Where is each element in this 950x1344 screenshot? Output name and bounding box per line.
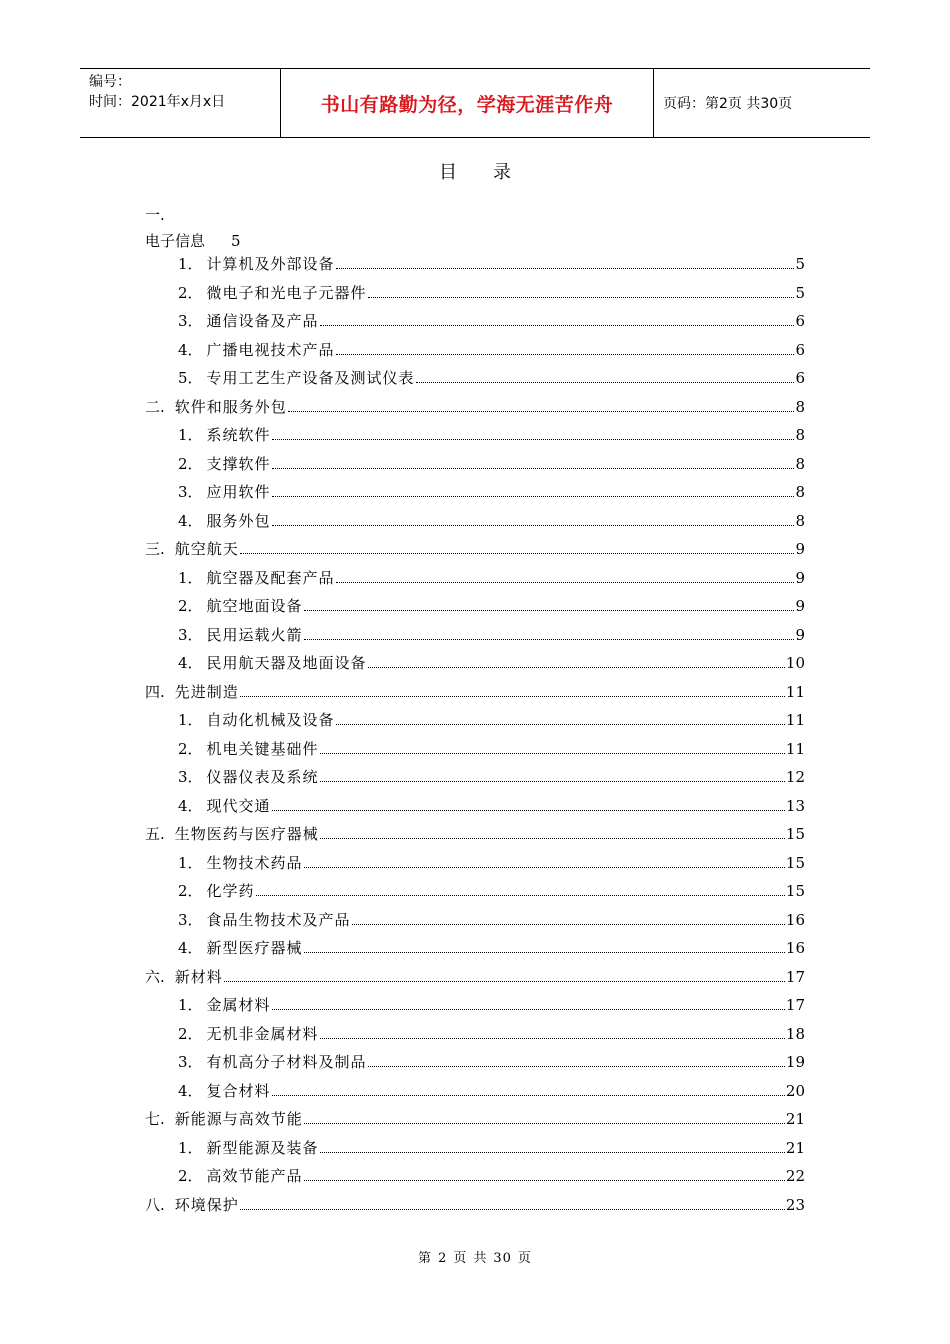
toc-entry[interactable] — [178, 737, 805, 759]
toc-leader-dots — [272, 438, 795, 440]
toc-entry-page: 10 — [785, 654, 805, 672]
toc-entry-number: 1． — [178, 853, 203, 872]
toc-leader-dots — [272, 524, 795, 526]
toc-leader-dots — [416, 381, 795, 383]
toc-entry-number: 3． — [178, 483, 203, 501]
toc-entry-text: 专用工艺生产设备及测试仪表 — [206, 369, 415, 387]
toc-entry-page: 11 — [785, 739, 805, 758]
toc-entry[interactable] — [178, 252, 805, 274]
toc-entry-number: 2． — [178, 882, 203, 900]
toc-entry[interactable] — [145, 395, 805, 417]
toc-section-one-page: 5 — [231, 232, 241, 250]
toc-entry[interactable] — [178, 480, 805, 502]
page-footer — [0, 1247, 950, 1266]
toc-entry[interactable] — [145, 1193, 805, 1215]
toc-entry-page: 21 — [785, 1138, 805, 1157]
toc-entry-text: 通信设备及产品 — [206, 312, 319, 330]
toc-leader-dots — [304, 951, 785, 953]
toc-entry-text: 金属材料 — [206, 996, 271, 1014]
toc-entry[interactable] — [178, 566, 805, 588]
toc-entry[interactable] — [145, 1107, 805, 1129]
toc-entry[interactable] — [178, 765, 805, 787]
toc-leader-dots — [320, 324, 795, 326]
toc-entry-page: 5 — [795, 283, 805, 302]
toc-entry-page: 17 — [785, 996, 805, 1014]
toc-entry-text: 支撑软件 — [206, 454, 271, 473]
toc-entry[interactable] — [178, 794, 805, 816]
toc-leader-dots — [320, 752, 785, 754]
toc-entry-page: 9 — [795, 597, 805, 615]
toc-entry-page: 6 — [795, 340, 805, 359]
toc-entry[interactable] — [178, 281, 805, 303]
toc-entry-page: 13 — [785, 796, 805, 815]
toc-entry-page: 15 — [785, 825, 805, 843]
toc-leader-dots — [320, 1151, 785, 1153]
toc-entry-number: 六. — [145, 967, 165, 986]
toc-entry[interactable] — [178, 594, 805, 616]
toc-leader-dots — [336, 581, 795, 583]
toc-leader-dots — [272, 1008, 785, 1010]
toc-leader-dots — [304, 866, 785, 868]
toc-entry-number: 1． — [178, 711, 203, 729]
toc-entry[interactable] — [178, 623, 805, 645]
toc-entry-number: 2． — [178, 739, 203, 758]
toc-entry[interactable] — [178, 309, 805, 331]
toc-entry-text: 高效节能产品 — [206, 1167, 303, 1185]
toc-entry-text: 食品生物技术及产品 — [206, 910, 351, 929]
toc-entry-text: 新型医疗器械 — [206, 939, 303, 957]
toc-entry-text: 广播电视技术产品 — [206, 340, 335, 359]
toc-leader-dots — [336, 353, 795, 355]
toc-entry-number: 1． — [178, 568, 203, 587]
toc-entry-page: 15 — [785, 853, 805, 872]
toc-entry-page: 18 — [785, 1024, 805, 1043]
toc-entry-text: 新能源与高效节能 — [174, 1110, 303, 1128]
toc-entry-number: 2． — [178, 1167, 203, 1185]
toc-entry-page: 8 — [795, 454, 805, 473]
toc-entry[interactable] — [178, 936, 805, 958]
toc-entry[interactable] — [178, 366, 805, 388]
toc-entry-number: 2． — [178, 283, 203, 302]
serial-number-label: 编号： — [89, 74, 131, 90]
toc-leader-dots — [304, 638, 795, 640]
toc-leader-dots — [336, 723, 785, 725]
toc-entry[interactable] — [178, 338, 805, 360]
toc-entry-text: 计算机及外部设备 — [206, 255, 335, 273]
footer-total-pages: 30 — [493, 1251, 512, 1266]
toc-entry-page: 8 — [795, 426, 805, 444]
toc-leader-dots — [320, 1037, 785, 1039]
toc-entry-text: 软件和服务外包 — [174, 397, 287, 416]
toc-entry[interactable] — [178, 851, 805, 873]
toc-entry-page: 16 — [785, 910, 805, 929]
header-info-cell — [80, 69, 281, 137]
toc-entry-text: 仪器仪表及系统 — [206, 768, 319, 786]
toc-entry-number: 1． — [178, 255, 203, 273]
toc-entry-number: 二. — [145, 397, 165, 416]
toc-entry-page: 12 — [785, 768, 805, 786]
toc-entry-page: 22 — [785, 1167, 805, 1185]
toc-entry-number: 2． — [178, 597, 203, 615]
toc-entry-page: 11 — [785, 711, 805, 729]
toc-entry-text: 复合材料 — [206, 1081, 271, 1100]
toc-entry-page: 17 — [785, 967, 805, 986]
toc-entry-text: 民用航天器及地面设备 — [206, 654, 367, 672]
toc-entry-page: 9 — [795, 625, 805, 644]
toc-entry[interactable] — [178, 423, 805, 445]
toc-entry[interactable] — [178, 1022, 805, 1044]
toc-leader-dots — [320, 780, 785, 782]
toc-entry-number: 3． — [178, 312, 203, 330]
toc-entry-page: 5 — [795, 255, 805, 273]
toc-entry-text: 新型能源及装备 — [206, 1138, 319, 1157]
footer-ye: 页 — [453, 1251, 468, 1266]
toc-entry-text: 新材料 — [174, 967, 223, 986]
toc-entry-text: 有机高分子材料及制品 — [206, 1053, 367, 1071]
toc-entry-number: 七. — [145, 1110, 165, 1128]
toc-entry-text: 民用运载火箭 — [206, 625, 303, 644]
toc-entry-text: 现代交通 — [206, 796, 271, 815]
header-page-label: 页码：第2页 共30页 — [663, 96, 793, 112]
toc-leader-dots — [304, 609, 795, 611]
toc-entry-page: 20 — [785, 1081, 805, 1100]
toc-entry-page: 8 — [795, 511, 805, 530]
toc-entry-text: 机电关键基础件 — [206, 739, 319, 758]
toc-entry-number: 5． — [178, 369, 203, 387]
toc-entry-text: 环境保护 — [174, 1195, 239, 1214]
toc-leader-dots — [240, 1208, 785, 1210]
toc-leader-dots — [352, 923, 785, 925]
toc-entry[interactable] — [145, 822, 805, 844]
toc-leader-dots — [224, 980, 785, 982]
toc-entry-text: 航空航天 — [174, 540, 239, 558]
toc-leader-dots — [272, 1094, 785, 1096]
toc-section-one-number: 一. — [145, 206, 165, 224]
toc-entry-page: 9 — [795, 540, 805, 558]
toc-entry[interactable] — [145, 537, 805, 559]
toc-entry-number: 4． — [178, 340, 203, 359]
toc-entry-text: 先进制造 — [174, 682, 239, 701]
footer-di: 第 — [418, 1251, 433, 1266]
toc-entry[interactable] — [178, 879, 805, 901]
toc-entry-text: 服务外包 — [206, 511, 271, 530]
toc-leader-dots — [304, 1179, 785, 1181]
toc-entry-text: 微电子和光电子元器件 — [206, 283, 367, 302]
toc-entry-number: 八. — [145, 1195, 165, 1214]
toc-leader-dots — [368, 296, 795, 298]
footer-page-number: 2 — [438, 1251, 448, 1266]
toc-entry[interactable] — [178, 452, 805, 474]
toc-entry[interactable] — [178, 509, 805, 531]
time-label: 时间：2021年x月x日 — [89, 94, 226, 110]
toc-entry-number: 3． — [178, 1053, 203, 1071]
toc-section-one — [145, 230, 241, 251]
toc-leader-dots — [368, 1065, 785, 1067]
toc-entry[interactable] — [178, 1079, 805, 1101]
toc-entry-page: 23 — [785, 1195, 805, 1214]
toc-entry-text: 系统软件 — [206, 426, 271, 444]
toc-entry-number: 1． — [178, 996, 203, 1014]
toc-leader-dots — [272, 495, 795, 497]
toc-entry[interactable] — [178, 651, 805, 673]
toc-entry-number: 五. — [145, 825, 165, 843]
toc-entry-text: 自动化机械及设备 — [206, 711, 335, 729]
toc-entry[interactable] — [145, 680, 805, 702]
toc-entry-text: 应用软件 — [206, 483, 271, 501]
toc-entry[interactable] — [145, 965, 805, 987]
toc-entry-number: 四. — [145, 682, 165, 701]
toc-leader-dots — [336, 267, 795, 269]
toc-entry-number: 2． — [178, 1024, 203, 1043]
toc-entry-number: 3． — [178, 910, 203, 929]
toc-section-one-text: 电子信息 — [145, 232, 206, 250]
toc-entry-number: 3． — [178, 768, 203, 786]
toc-entry-number: 1． — [178, 426, 203, 444]
toc-entry[interactable] — [178, 993, 805, 1015]
toc-entry[interactable] — [178, 708, 805, 730]
toc-leader-dots — [256, 894, 785, 896]
toc-entry-number: 2． — [178, 454, 203, 473]
toc-entry-number: 3． — [178, 625, 203, 644]
toc-entry-page: 6 — [795, 369, 805, 387]
toc-entry-page: 8 — [795, 397, 805, 416]
toc-entry-page: 6 — [795, 312, 805, 330]
toc-entry-text: 生物技术药品 — [206, 853, 303, 872]
toc-entry-number: 4． — [178, 1081, 203, 1100]
toc-leader-dots — [368, 666, 785, 668]
toc-entry-text: 无机非金属材料 — [206, 1024, 319, 1043]
toc-entry-page: 15 — [785, 882, 805, 900]
toc-entry-page: 19 — [785, 1053, 805, 1071]
toc-leader-dots — [272, 467, 795, 469]
footer-ye2: 页 — [517, 1251, 532, 1266]
toc-leader-dots — [240, 695, 785, 697]
toc-leader-dots — [272, 809, 785, 811]
toc-entry[interactable] — [178, 1136, 805, 1158]
toc-entry-text: 生物医药与医疗器械 — [174, 825, 319, 843]
toc-entry-number: 三. — [145, 540, 165, 558]
toc-entry[interactable] — [178, 908, 805, 930]
toc-entry-number: 4． — [178, 939, 203, 957]
toc-leader-dots — [304, 1122, 785, 1124]
footer-gong: 共 — [473, 1251, 488, 1266]
toc-leader-dots — [320, 837, 785, 839]
toc-entry-number: 4． — [178, 511, 203, 530]
toc-entry-text: 航空地面设备 — [206, 597, 303, 615]
toc-title: 目录 — [439, 162, 547, 183]
toc-entry-text: 化学药 — [206, 882, 255, 900]
toc-entry-page: 9 — [795, 568, 805, 587]
toc-entry[interactable] — [178, 1164, 805, 1186]
toc-entry-number: 4． — [178, 654, 203, 672]
toc-entry-number: 1． — [178, 1138, 203, 1157]
toc-entry-number: 4． — [178, 796, 203, 815]
page-header — [80, 68, 870, 138]
toc-entry-text: 航空器及配套产品 — [206, 568, 335, 587]
toc-entry[interactable] — [178, 1050, 805, 1072]
toc-leader-dots — [288, 410, 795, 412]
toc-leader-dots — [240, 552, 795, 554]
toc-entry-page: 8 — [795, 483, 805, 501]
toc-entry-page: 16 — [785, 939, 805, 957]
toc-entry-page: 11 — [785, 682, 805, 701]
toc-entry-page: 21 — [785, 1110, 805, 1128]
header-motto: 书山有路勤为径，学海无涯苦作舟 — [281, 69, 654, 137]
